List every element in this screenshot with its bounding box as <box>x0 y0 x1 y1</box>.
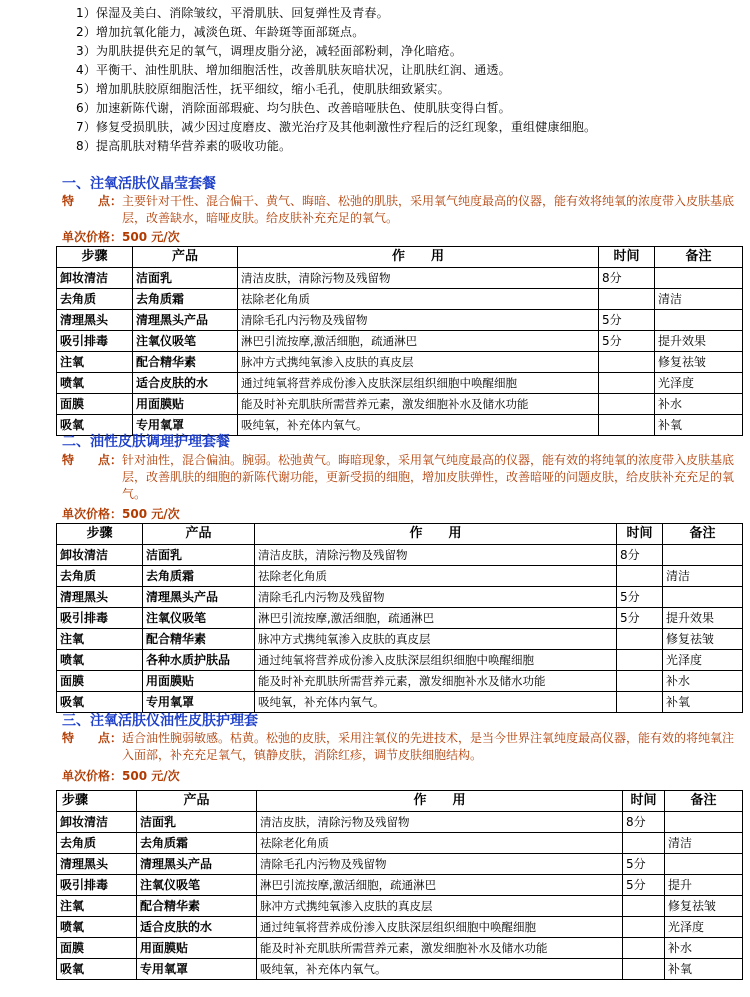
step-cell: 喷氧 <box>57 650 143 671</box>
time-cell: 8分 <box>599 268 655 289</box>
product-cell: 各种水质护肤品 <box>143 650 255 671</box>
header-effect: 作 用 <box>238 247 599 268</box>
intro-item: 3）为肌肤提供充足的氧气，调理皮脂分泌，减轻面部粉刺，净化暗疮。 <box>76 44 463 58</box>
product-cell: 洁面乳 <box>143 545 255 566</box>
note-cell: 清洁 <box>655 289 743 310</box>
effect-cell: 吸纯氧，补充体内氧气。 <box>238 415 599 436</box>
price-label: 单次价格：500 元/次 <box>62 230 180 244</box>
effect-cell: 能及时补充肌肤所需营养元素，激发细胞补水及储水功能 <box>238 394 599 415</box>
step-cell: 面膜 <box>57 394 133 415</box>
header-note: 备注 <box>655 247 743 268</box>
time-cell <box>599 352 655 373</box>
product-cell: 适合皮肤的水 <box>137 917 257 938</box>
step-cell: 吸氧 <box>57 692 143 713</box>
product-cell: 注氧仪吸笔 <box>133 331 238 352</box>
effect-cell: 能及时补充肌肤所需营养元素，激发细胞补水及储水功能 <box>255 671 617 692</box>
effect-cell: 清洁皮肤，清除污物及残留物 <box>238 268 599 289</box>
time-cell: 8分 <box>617 545 663 566</box>
table-header-row <box>57 791 743 812</box>
effect-cell: 通过纯氧将营养成份渗入皮肤深层组织细胞中唤醒细胞 <box>257 917 623 938</box>
step-cell: 吸引排毒 <box>57 875 137 896</box>
step-cell: 卸妆清洁 <box>57 545 143 566</box>
price-label: 单次价格：500 元/次 <box>62 769 180 783</box>
step-cell: 面膜 <box>57 671 143 692</box>
intro-item: 2）增加抗氧化能力，减淡色斑、年龄斑等面部斑点。 <box>76 25 365 39</box>
header-product: 产品 <box>137 791 257 812</box>
time-cell <box>623 917 665 938</box>
product-cell: 专用氧罩 <box>137 959 257 980</box>
effect-cell: 清除毛孔内污物及残留物 <box>255 587 617 608</box>
table-row <box>57 566 743 587</box>
header-time: 时间 <box>623 791 665 812</box>
section-title: 一、注氧活肤仪晶莹套餐 <box>62 176 216 192</box>
time-cell <box>599 289 655 310</box>
step-cell: 去角质 <box>57 833 137 854</box>
table-row <box>57 268 743 289</box>
effect-cell: 淋巴引流按摩,激活细胞，疏通淋巴 <box>238 331 599 352</box>
step-cell: 清理黑头 <box>57 587 143 608</box>
time-cell: 8分 <box>623 812 665 833</box>
effect-cell: 淋巴引流按摩,激活细胞，疏通淋巴 <box>255 608 617 629</box>
product-cell: 配合精华素 <box>133 352 238 373</box>
package-table <box>56 246 743 436</box>
table-header-row <box>57 247 743 268</box>
step-cell: 去角质 <box>57 289 133 310</box>
table-row <box>57 587 743 608</box>
header-effect: 作 用 <box>255 524 617 545</box>
effect-cell: 脉冲方式携纯氧渗入皮肤的真皮层 <box>257 896 623 917</box>
table-row <box>57 671 743 692</box>
table-row <box>57 545 743 566</box>
step-cell: 注氧 <box>57 629 143 650</box>
section-feature <box>62 452 744 503</box>
table-row <box>57 289 743 310</box>
effect-cell: 淋巴引流按摩,激活细胞，疏通淋巴 <box>257 875 623 896</box>
note-cell: 补水 <box>655 394 743 415</box>
header-note: 备注 <box>665 791 743 812</box>
table-row <box>57 938 743 959</box>
time-cell <box>617 692 663 713</box>
effect-cell: 祛除老化角质 <box>238 289 599 310</box>
intro-item: 8）提高肌肤对精华营养素的吸收功能。 <box>76 139 292 153</box>
product-cell: 清理黑头产品 <box>133 310 238 331</box>
table-row <box>57 310 743 331</box>
effect-cell: 清除毛孔内污物及残留物 <box>238 310 599 331</box>
effect-cell: 清除毛孔内污物及残留物 <box>257 854 623 875</box>
note-cell: 光泽度 <box>655 373 743 394</box>
product-cell: 配合精华素 <box>143 629 255 650</box>
note-cell: 补氧 <box>655 415 743 436</box>
table-row <box>57 373 743 394</box>
note-cell: 修复祛皱 <box>663 629 743 650</box>
note-cell: 提升效果 <box>655 331 743 352</box>
product-cell: 去角质霜 <box>143 566 255 587</box>
effect-cell: 能及时补充肌肤所需营养元素，激发细胞补水及储水功能 <box>257 938 623 959</box>
header-product: 产品 <box>143 524 255 545</box>
effect-cell: 脉冲方式携纯氧渗入皮肤的真皮层 <box>255 629 617 650</box>
step-cell: 吸氧 <box>57 415 133 436</box>
table-row <box>57 650 743 671</box>
package-table <box>56 523 743 713</box>
table-row <box>57 896 743 917</box>
table-row <box>57 812 743 833</box>
table-row <box>57 959 743 980</box>
step-cell: 吸氧 <box>57 959 137 980</box>
note-cell: 修复祛皱 <box>665 896 743 917</box>
note-cell <box>663 545 743 566</box>
step-cell: 清理黑头 <box>57 310 133 331</box>
step-cell: 吸引排毒 <box>57 608 143 629</box>
effect-cell: 祛除老化角质 <box>255 566 617 587</box>
note-cell: 补水 <box>663 671 743 692</box>
feature-text: 主要针对干性、混合偏干、黄气、晦暗、松弛的肌肤，采用氧气纯度最高的仪器，能有效将纯氧的浓度带入皮肤基底层，改善缺水，暗哑皮肤。给皮肤补充充足的氧气。 <box>122 194 735 225</box>
header-note: 备注 <box>663 524 743 545</box>
note-cell <box>663 587 743 608</box>
note-cell <box>655 310 743 331</box>
header-product: 产品 <box>133 247 238 268</box>
header-time: 时间 <box>599 247 655 268</box>
table-row <box>57 352 743 373</box>
effect-cell: 吸纯氧，补充体内氧气。 <box>255 692 617 713</box>
table-row <box>57 608 743 629</box>
section-feature <box>62 730 744 764</box>
product-cell: 清理黑头产品 <box>143 587 255 608</box>
time-cell <box>623 959 665 980</box>
feature-label: 特 点： <box>62 194 123 208</box>
intro-item: 5）增加肌肤胶原细胞活性，抚平细纹，缩小毛孔，使肌肤细致紧实。 <box>76 82 450 96</box>
step-cell: 喷氧 <box>57 917 137 938</box>
effect-cell: 通过纯氧将营养成份渗入皮肤深层组织细胞中唤醒细胞 <box>255 650 617 671</box>
table-row <box>57 692 743 713</box>
product-cell: 去角质霜 <box>133 289 238 310</box>
product-cell: 用面膜贴 <box>133 394 238 415</box>
table-row <box>57 854 743 875</box>
note-cell: 提升 <box>665 875 743 896</box>
product-cell: 适合皮肤的水 <box>133 373 238 394</box>
effect-cell: 通过纯氧将营养成份渗入皮肤深层组织细胞中唤醒细胞 <box>238 373 599 394</box>
time-cell <box>599 415 655 436</box>
step-cell: 卸妆清洁 <box>57 268 133 289</box>
time-cell: 5分 <box>617 608 663 629</box>
intro-item: 6）加速新陈代谢，消除面部瑕疵、均匀肤色、改善暗哑肤色、使肌肤变得白皙。 <box>76 101 511 115</box>
table-row <box>57 331 743 352</box>
section-title: 三、注氧活肤仪油性皮肤护理套 <box>62 713 258 729</box>
price-label: 单次价格：500 元/次 <box>62 507 180 521</box>
note-cell <box>665 812 743 833</box>
time-cell: 5分 <box>623 854 665 875</box>
intro-item: 7）修复受损肌肤，减少因过度磨皮、激光治疗及其他刺激性疗程后的泛红现象，重组健康细胞。 <box>76 120 597 134</box>
header-step: 步骤 <box>57 791 137 812</box>
step-cell: 注氧 <box>57 352 133 373</box>
section-title: 二、油性皮肤调理护理套餐 <box>62 434 230 450</box>
step-cell: 清理黑头 <box>57 854 137 875</box>
note-cell <box>665 854 743 875</box>
product-cell: 注氧仪吸笔 <box>137 875 257 896</box>
step-cell: 去角质 <box>57 566 143 587</box>
step-cell: 吸引排毒 <box>57 331 133 352</box>
effect-cell: 清洁皮肤，清除污物及残留物 <box>255 545 617 566</box>
time-cell <box>623 833 665 854</box>
product-cell: 洁面乳 <box>137 812 257 833</box>
time-cell <box>623 896 665 917</box>
product-cell: 专用氧罩 <box>143 692 255 713</box>
package-table <box>56 790 743 980</box>
step-cell: 面膜 <box>57 938 137 959</box>
step-cell: 卸妆清洁 <box>57 812 137 833</box>
note-cell: 补氧 <box>665 959 743 980</box>
effect-cell: 清洁皮肤，清除污物及残留物 <box>257 812 623 833</box>
time-cell <box>599 394 655 415</box>
note-cell: 修复祛皱 <box>655 352 743 373</box>
time-cell <box>617 671 663 692</box>
note-cell: 光泽度 <box>663 650 743 671</box>
note-cell: 光泽度 <box>665 917 743 938</box>
time-cell: 5分 <box>599 310 655 331</box>
header-time: 时间 <box>617 524 663 545</box>
product-cell: 去角质霜 <box>137 833 257 854</box>
note-cell: 提升效果 <box>663 608 743 629</box>
time-cell: 5分 <box>617 587 663 608</box>
product-cell: 洁面乳 <box>133 268 238 289</box>
header-step: 步骤 <box>57 524 143 545</box>
time-cell <box>617 650 663 671</box>
note-cell: 补水 <box>665 938 743 959</box>
product-cell: 配合精华素 <box>137 896 257 917</box>
feature-text: 针对油性，混合偏油。腕弱。松弛黄气。晦暗现象，采用氧气纯度最高的仪器，能有效的将纯氧的浓度带入皮肤基底层，改善肌肤的细胞的新陈代谢功能，更新受损的细胞，增加皮肤弹性，改善暗哑的问题皮肤，给皮肤补充充足的氧气。 <box>122 453 735 501</box>
table-row <box>57 917 743 938</box>
time-cell <box>623 938 665 959</box>
header-effect: 作 用 <box>257 791 623 812</box>
time-cell: 5分 <box>623 875 665 896</box>
feature-text: 适合油性腕弱敏感。枯黄。松弛的皮肤，采用注氧仪的先进技术，是当今世界注氧纯度最高仪器，能有效的将纯氧注入面部，补充充足氧气，镇静皮肤，消除红疹，调节皮肤细胞结构。 <box>122 731 735 762</box>
product-cell: 注氧仪吸笔 <box>143 608 255 629</box>
product-cell: 用面膜贴 <box>137 938 257 959</box>
time-cell: 5分 <box>599 331 655 352</box>
table-row <box>57 833 743 854</box>
feature-label: 特 点： <box>62 731 123 745</box>
time-cell <box>599 373 655 394</box>
effect-cell: 祛除老化角质 <box>257 833 623 854</box>
effect-cell: 吸纯氧，补充体内氧气。 <box>257 959 623 980</box>
section-feature <box>62 193 744 227</box>
step-cell: 喷氧 <box>57 373 133 394</box>
note-cell: 清洁 <box>665 833 743 854</box>
table-row <box>57 875 743 896</box>
note-cell <box>655 268 743 289</box>
product-cell: 清理黑头产品 <box>137 854 257 875</box>
step-cell: 注氧 <box>57 896 137 917</box>
product-cell: 用面膜贴 <box>143 671 255 692</box>
feature-label: 特 点： <box>62 453 123 467</box>
table-row <box>57 629 743 650</box>
product-cell: 专用氧罩 <box>133 415 238 436</box>
time-cell <box>617 566 663 587</box>
table-header-row <box>57 524 743 545</box>
table-row <box>57 394 743 415</box>
note-cell: 清洁 <box>663 566 743 587</box>
header-step: 步骤 <box>57 247 133 268</box>
effect-cell: 脉冲方式携纯氧渗入皮肤的真皮层 <box>238 352 599 373</box>
intro-item: 4）平衡干、油性肌肤、增加细胞活性，改善肌肤灰暗状况，让肌肤红润、通透。 <box>76 63 511 77</box>
time-cell <box>617 629 663 650</box>
note-cell: 补氧 <box>663 692 743 713</box>
intro-item: 1）保湿及美白、消除皱纹，平滑肌肤、回复弹性及青春。 <box>76 6 389 20</box>
